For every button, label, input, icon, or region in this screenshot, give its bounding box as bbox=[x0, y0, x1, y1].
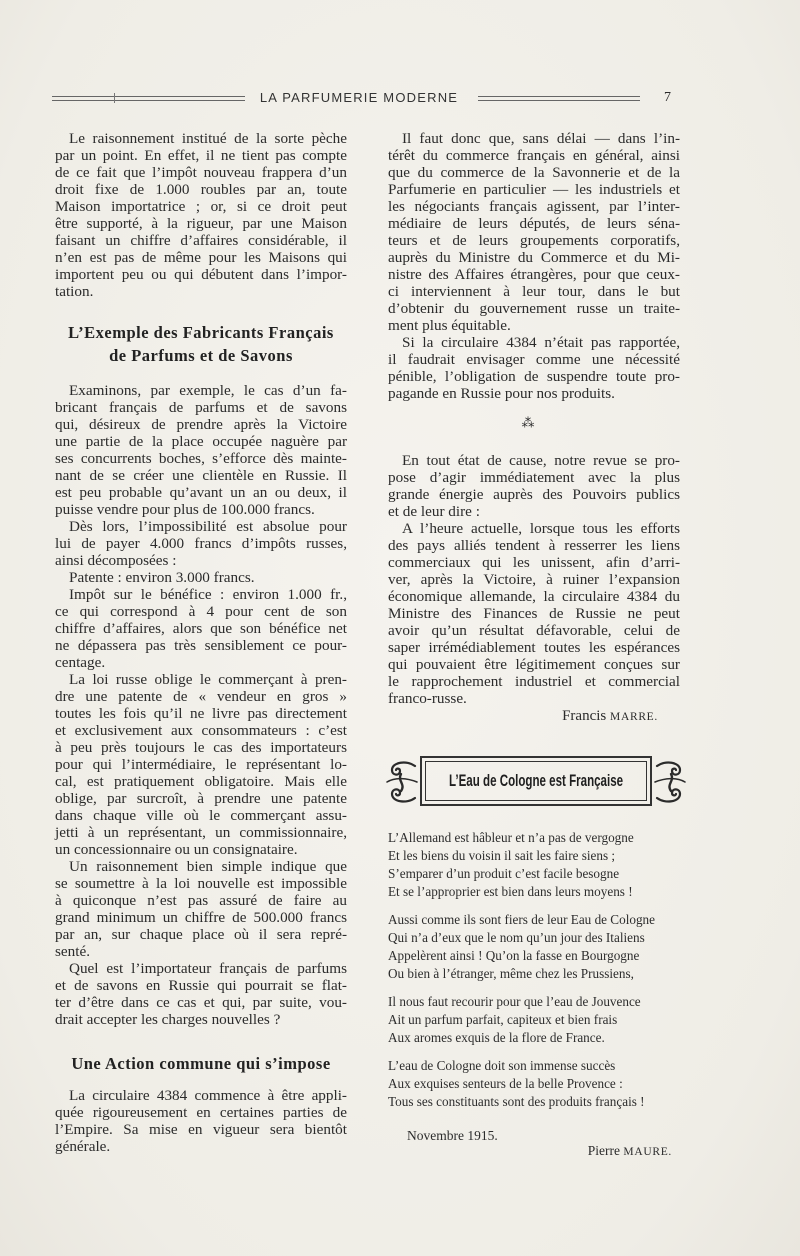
text-line: Ministre des Finances de Russie ne peut bbox=[388, 605, 680, 622]
right-body-text-2 bbox=[388, 452, 680, 707]
poem-stanza bbox=[388, 829, 680, 901]
section-heading-action: Une Action commune qui s’impose bbox=[71, 1054, 331, 1073]
text-line: générale. bbox=[55, 1138, 111, 1155]
section-heading-exemple bbox=[55, 321, 347, 367]
poem-stanza bbox=[388, 1057, 680, 1111]
paragraph-first-line: Patente : environ 3.000 francs. bbox=[69, 569, 255, 586]
text-line: nistre des Affaires étrangères, pour que ceux- bbox=[388, 266, 680, 283]
running-header-title: LA PARFUMERIE MODERNE bbox=[259, 90, 459, 105]
text-line: par un point. En effet, il ne tient pas compte bbox=[55, 147, 347, 164]
text-line: bricant français de parfums et de savons bbox=[55, 399, 347, 416]
asterism-separator: ⁂ bbox=[521, 416, 535, 431]
text-line: dre une patente de « vendeur en gros » bbox=[55, 688, 347, 705]
text-line: dans chaque ville où le commerçant assu- bbox=[55, 807, 347, 824]
header-rule-right bbox=[478, 96, 640, 101]
text-line: se soumettre à la loi nouvelle est impossible bbox=[55, 875, 347, 892]
text-line: ment plus équitable. bbox=[388, 317, 511, 334]
text-line: Maison importatrice ; or, si ce droit peut bbox=[55, 198, 347, 215]
text-line: quée rigoureusement en certaines parties de bbox=[55, 1104, 347, 1121]
text-line: lui de payer 4.000 francs d’impôts russes, bbox=[55, 535, 347, 552]
text-line: commerciaux qui les unissent, afin d’arri- bbox=[388, 554, 680, 571]
poem-verse: Et les biens du voisin il sait les faire siens ; bbox=[388, 848, 616, 863]
text-line: des pays alliés tendent à resserrer les liens bbox=[388, 537, 680, 554]
poem-title-box bbox=[420, 756, 652, 806]
text-line: pour qui l’intermédiaire, le représentant lo- bbox=[55, 756, 347, 773]
poem-author-surname: MAURE. bbox=[623, 1146, 672, 1158]
text-line: cal, est pratiquement obligatoire. Mais elle bbox=[55, 773, 347, 790]
poem-verse: Aux exquises senteurs de la belle Provence : bbox=[388, 1076, 623, 1091]
paragraph-first-line: Un raisonnement bien simple indique que bbox=[69, 858, 347, 875]
text-line: chiffre d’affaires, alors que son bénéfice net bbox=[55, 620, 347, 637]
text-line: importent peu ou qui débutent dans l’impor- bbox=[55, 266, 347, 283]
text-line: ter d’être dans ce cas et qui, par suite, vou- bbox=[55, 994, 347, 1011]
text-line: ce qui correspond à 4 pour cent de son bbox=[55, 603, 347, 620]
text-line: grande énergie auprès des Pouvoirs publics bbox=[388, 486, 680, 503]
text-line: et de savons en Russie qui pourrait se flat- bbox=[55, 977, 347, 994]
text-line: ci interviennent à leur tour, dans le but bbox=[388, 283, 680, 300]
text-line: que du commerce de la Savonnerie et de la bbox=[388, 164, 680, 181]
poem-verse: Il nous faut recourir pour que l’eau de Jouvence bbox=[388, 994, 641, 1009]
text-line: pose d’agir immédiatement avec la plus bbox=[388, 469, 680, 486]
text-line: pénible, l’obligation de suspendre toute pro- bbox=[388, 368, 680, 385]
poem-stanza bbox=[388, 911, 680, 983]
signature-given-name: Francis bbox=[562, 708, 607, 724]
text-line: médiaire de leurs députés, de leurs séna- bbox=[388, 215, 680, 232]
text-line: à quiconque n’est pas assuré de faire au bbox=[55, 892, 347, 909]
section-heading-line: L’Exemple des Fabricants Français bbox=[68, 323, 334, 342]
text-line: être supporté, à la rigueur, par une Maison bbox=[55, 215, 347, 232]
text-line: faisant un chiffre d’affaires considérable, il bbox=[55, 232, 347, 249]
text-line: saper irrémédiablement toutes les espérances bbox=[388, 639, 680, 656]
text-line: ver, après la Victoire, à ruiner l’expansion bbox=[388, 571, 680, 588]
text-line: puisse vendre pour plus de 100.000 francs. bbox=[55, 501, 315, 518]
text-line: de ce fait que l’impôt nouveau frappera d’un bbox=[55, 164, 347, 181]
text-line: est peu probable qu’avant un an ou deux, il bbox=[55, 484, 347, 501]
text-line: qui, désireux de prendre après la Victoire bbox=[55, 416, 347, 433]
text-line: et exclusivement aux consommateurs : c’est bbox=[55, 722, 347, 739]
poem-author bbox=[388, 1142, 672, 1161]
poem-verse: Aussi comme ils sont fiers de leur Eau de Cologne bbox=[388, 912, 655, 927]
text-line: ses concurrents boches, s’efforce dès mainte- bbox=[55, 450, 347, 467]
text-line: térêt du commerce français en général, ainsi bbox=[388, 147, 680, 164]
text-line: droit fixe de 1.000 roubles par an, toute bbox=[55, 181, 347, 198]
paragraph-first-line: Impôt sur le bénéfice : environ 1.000 fr., bbox=[69, 586, 347, 603]
text-line: jetti à un représentant, un commissionnaire, bbox=[55, 824, 347, 841]
paragraph-first-line: Le raisonnement institué de la sorte pèche bbox=[69, 130, 347, 147]
text-line: ne dépassera pas très sensiblement ce pour- bbox=[55, 637, 347, 654]
text-line: l’Empire. Sa mise en vigueur sera bientôt bbox=[55, 1121, 347, 1138]
text-line: qui pouvaient être légitimement conçues sur bbox=[388, 656, 680, 673]
poem-verse: L’Allemand est hâbleur et n’a pas de vergogne bbox=[388, 830, 634, 845]
poem-stanza bbox=[388, 993, 680, 1047]
text-line: une partie de la place occupée naguère par bbox=[55, 433, 347, 450]
flourish-ornament-right-icon bbox=[653, 760, 689, 804]
poem-date: Novembre 1915. bbox=[407, 1128, 498, 1143]
text-line: d’obtenir du gouvernement russe un traite- bbox=[388, 300, 680, 317]
text-line: économique allemande, la circulaire 4384 du bbox=[388, 588, 680, 605]
article-signature bbox=[388, 708, 658, 726]
text-line: avoir qu’un résultat défavorable, celui de bbox=[388, 622, 680, 639]
flourish-ornament-left-icon bbox=[383, 760, 419, 804]
text-line: drait accepter les charges nouvelles ? bbox=[55, 1011, 281, 1028]
paragraph-first-line: En tout état de cause, notre revue se pro- bbox=[402, 452, 680, 469]
text-line: toutes les fois qu’il ne livre pas directement bbox=[55, 705, 347, 722]
header-rule-tick bbox=[114, 93, 115, 103]
paragraph-first-line: Dès lors, l’impossibilité est absolue pour bbox=[69, 518, 347, 535]
text-line: ainsi décomposées : bbox=[55, 552, 177, 569]
text-line: auprès du Ministre du Commerce et du Mi- bbox=[388, 249, 680, 266]
text-line: teurs et de leurs groupements corporatifs, bbox=[388, 232, 680, 249]
poem-title: L’Eau de Cologne est Française bbox=[448, 771, 624, 790]
left-body-text bbox=[55, 382, 347, 1028]
text-line: par an, sur chaque place où il sera repré- bbox=[55, 926, 347, 943]
text-line: pagande en Russie pour nos produits. bbox=[388, 385, 615, 402]
poem-verse: Qui n’a d’eux que le nom qu’un jour des Italiens bbox=[388, 930, 645, 945]
section-heading-line: de Parfums et de Savons bbox=[109, 346, 293, 365]
left-intro-text bbox=[55, 130, 347, 300]
paragraph-first-line: Il faut donc que, sans délai — dans l’in- bbox=[402, 130, 680, 147]
poem-body bbox=[388, 829, 680, 1111]
poem-verse: Tous ses constituants sont des produits français ! bbox=[388, 1094, 645, 1109]
paragraph-first-line: Quel est l’importateur français de parfums bbox=[69, 960, 347, 977]
poem-verse: S’emparer d’un produit c’est facile besogne bbox=[388, 866, 620, 881]
text-line: et de leur dire : bbox=[388, 503, 480, 520]
paragraph-first-line: Si la circulaire 4384 n’était pas rapportée, bbox=[402, 334, 680, 351]
text-line: un concessionnaire ou un consignataire. bbox=[55, 841, 298, 858]
poem-verse: Appelèrent ainsi ! Qu’on la fasse en Bourgogne bbox=[388, 948, 640, 963]
paragraph-first-line: La loi russe oblige le commerçant à pren- bbox=[69, 671, 347, 688]
poem-verse: Ou bien à l’étranger, même chez les Prussiens, bbox=[388, 966, 634, 981]
text-line: le rapprochement industriel et commercial bbox=[388, 673, 680, 690]
text-line: les négociants français agissent, par l’inter- bbox=[388, 198, 680, 215]
poem-verse: L’eau de Cologne doit son immense succès bbox=[388, 1058, 616, 1073]
left-closing-text bbox=[55, 1087, 347, 1155]
text-line: à peu près toujours le cas des importateurs bbox=[55, 739, 347, 756]
text-line: nant de se créer une clientèle en Russie. Il bbox=[55, 467, 347, 484]
page-number: 7 bbox=[664, 90, 671, 105]
poem-verse: Ait un parfum parfait, capiteux et bien frais bbox=[388, 1012, 618, 1027]
text-line: Parfumerie en particulier — les industriels et bbox=[388, 181, 680, 198]
signature-surname: MARRE. bbox=[610, 711, 658, 723]
text-line: franco-russe. bbox=[388, 690, 467, 707]
text-line: grand minimum un chiffre de 500.000 francs bbox=[55, 909, 347, 926]
text-line: oblige, par surcroît, à prendre une patente bbox=[55, 790, 347, 807]
poem-author-given-name: Pierre bbox=[587, 1143, 621, 1158]
paragraph-first-line: La circulaire 4384 commence à être appli- bbox=[69, 1087, 347, 1104]
poem-verse: Aux aromes exquis de la flore de France. bbox=[388, 1030, 605, 1045]
poem-title-box-inner bbox=[425, 761, 647, 801]
poem-verse: Et se l’approprier est bien dans leurs moyens ! bbox=[388, 884, 633, 899]
header-rule-left bbox=[52, 96, 245, 101]
text-line: centage. bbox=[55, 654, 106, 671]
text-line: senté. bbox=[55, 943, 91, 960]
text-line: tation. bbox=[55, 283, 94, 300]
paragraph-first-line: A l’heure actuelle, lorsque tous les efforts bbox=[402, 520, 680, 537]
text-line: il faudrait envisager comme une nécessité bbox=[388, 351, 680, 368]
right-body-text-1 bbox=[388, 130, 680, 402]
paragraph-first-line: Examinons, par exemple, le cas d’un fa- bbox=[69, 382, 347, 399]
text-line: n’en est pas de même pour les Maisons qui bbox=[55, 249, 347, 266]
